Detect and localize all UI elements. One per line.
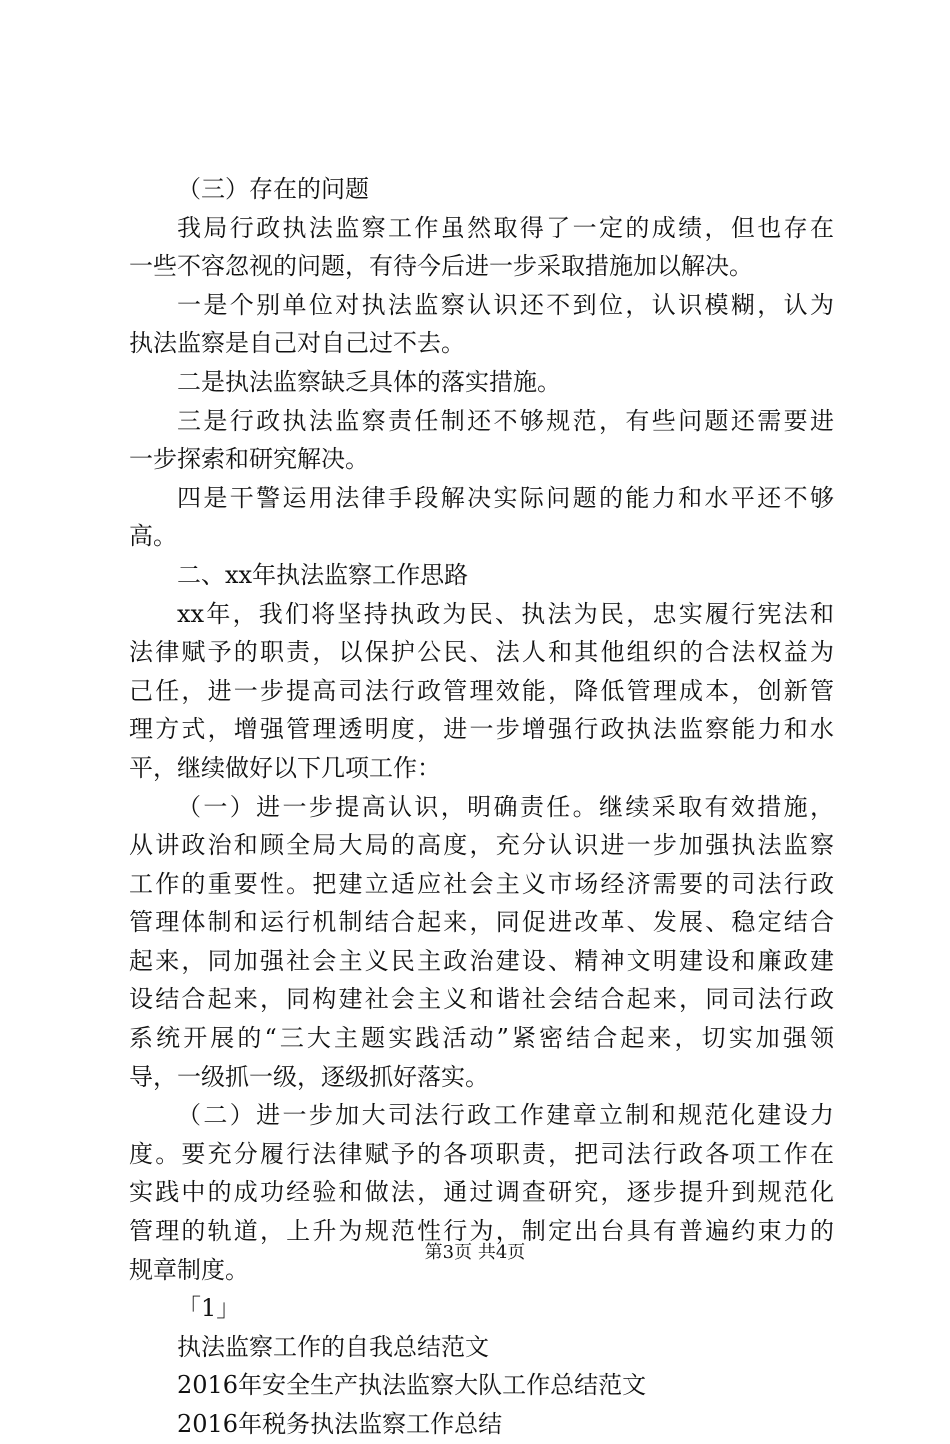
paragraph-line: 一步探索和研究解决。	[129, 445, 369, 474]
reference-marker: 「1」	[177, 1294, 241, 1323]
paragraph-line: 高。	[129, 522, 177, 551]
paragraph-line: （二）进一步加大司法行政工作建章立制和规范化建设力	[177, 1101, 834, 1130]
paragraph-line: 我局行政执法监察工作虽然取得了一定的成绩，但也存在	[177, 213, 834, 242]
paragraph-line: 系统开展的“三大主题实践活动”紧密结合起来，切实加强领	[129, 1024, 834, 1053]
related-article-link[interactable]: 2016年税务执法监察工作总结	[177, 1410, 503, 1438]
paragraph-line: 二是执法监察缺乏具体的落实措施。	[177, 367, 561, 396]
paragraph-line: 一是个别单位对执法监察认识还不到位，认识模糊，认为	[177, 290, 834, 319]
paragraph-line: 一些不容忽视的问题，有待今后进一步采取措施加以解决。	[129, 252, 753, 281]
paragraph-line: 实践中的成功经验和做法，通过调查研究，逐步提升到规范化	[129, 1178, 834, 1207]
section-heading: （三）存在的问题	[177, 175, 369, 203]
paragraph-line: 理方式，增强管理透明度，进一步增强行政执法监察能力和水	[129, 715, 834, 744]
paragraph-line: 管理的轨道，上升为规范性行为，制定出台具有普遍约束力的	[129, 1217, 834, 1246]
related-article-link[interactable]: 2016年安全生产执法监察大队工作总结范文	[177, 1371, 647, 1400]
paragraph-line: 三是行政执法监察责任制还不够规范，有些问题还需要进	[177, 406, 834, 435]
paragraph-line: 管理体制和运行机制结合起来，同促进改革、发展、稳定结合	[129, 908, 834, 937]
paragraph-line: 从讲政治和顾全局大局的高度，充分认识进一步加强执法监察	[129, 831, 834, 860]
paragraph-line: 起来，同加强社会主义民主政治建设、精神文明建设和廉政建	[129, 946, 834, 975]
paragraph-line: 度。要充分履行法律赋予的各项职责，把司法行政各项工作在	[129, 1139, 834, 1168]
paragraph-line: 四是干警运用法律手段解决实际问题的能力和水平还不够	[177, 483, 834, 512]
related-article-link[interactable]: 执法监察工作的自我总结范文	[177, 1332, 489, 1361]
paragraph-line: xx年，我们将坚持执政为民、执法为民，忠实履行宪法和	[177, 599, 834, 628]
paragraph-line: 法律赋予的职责，以保护公民、法人和其他组织的合法权益为	[129, 638, 834, 667]
paragraph-line: 执法监察是自己对自己过不去。	[129, 329, 465, 358]
paragraph-line: 导，一级抓一级，逐级抓好落实。	[129, 1062, 489, 1091]
paragraph-line: （一）进一步提高认识，明确责任。继续采取有效措施，	[177, 792, 834, 821]
paragraph-line: 规章制度。	[129, 1255, 249, 1284]
paragraph-line: 己任，进一步提高司法行政管理效能，降低管理成本，创新管	[129, 676, 834, 705]
paragraph-line: 设结合起来，同构建社会主义和谐社会结合起来，同司法行政	[129, 985, 834, 1014]
page-number-footer: 第3页 共4页	[424, 1242, 526, 1263]
paragraph-line: 平，继续做好以下几项工作：	[129, 753, 441, 782]
section-heading: 二、xx年执法监察工作思路	[177, 560, 469, 589]
paragraph-line: 工作的重要性。把建立适应社会主义市场经济需要的司法行政	[129, 869, 834, 898]
